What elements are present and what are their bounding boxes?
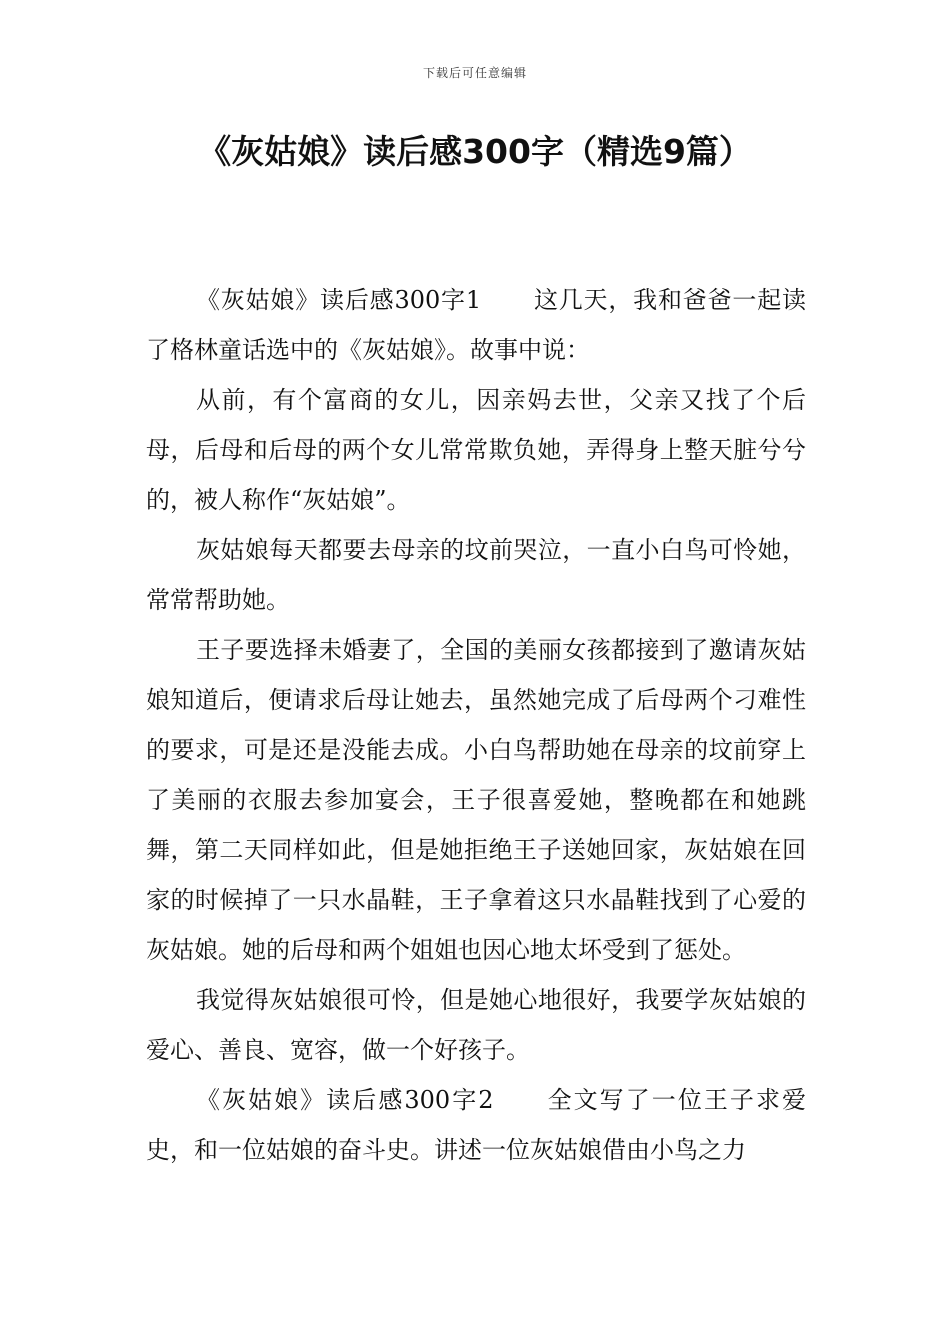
section-heading-2: 《灰姑娘》读后感300字2 [196,1086,494,1114]
paragraph-5: 我觉得灰姑娘很可怜，但是她心地很好，我要学灰姑娘的爱心、善良、宽容，做一个好孩子。 [146,986,806,1064]
document-body [146,275,806,1175]
header-note: 下载后可任意编辑 [422,66,527,80]
paragraph-6-text: 全文写了一位王子求爱史，和一位姑娘的奋斗史。讲述一位灰姑娘借由小鸟之力 [146,1086,807,1164]
paragraph-3: 灰姑娘每天都要去母亲的坟前哭泣，一直小白鸟可怜她，常常帮助她。 [146,536,806,614]
paragraph-4: 王子要选择未婚妻了，全国的美丽女孩都接到了邀请灰姑娘知道后，便请求后母让她去，虽然她完成了后母两个刁难性的要求，可是还是没能去成。小白鸟帮助她在母亲的坟前穿上了美丽的衣服去参加宴会，王子很喜爱她，整晚都在和她跳舞，第二天同样如此，但是她拒绝王子送她回家，灰姑娘在回家的时候掉了一只水晶鞋，王子拿着这只水晶鞋找到了心爱的灰姑娘。她的后母和两个姐姐也因心地太坏受到了惩处。 [146,636,806,964]
paragraph-2: 从前，有个富商的女儿，因亲妈去世，父亲又找了个后母，后母和后母的两个女儿常常欺负她，弄得身上整天脏兮兮的，被人称作“灰姑娘”。 [146,386,806,514]
paragraph-6 [146,1075,806,1175]
paragraph-1 [146,275,806,375]
paragraph-1-text: 这几天，我和爸爸一起读了格林童话选中的《灰姑娘》。故事中说： [146,286,807,364]
section-heading-1: 《灰姑娘》读后感300字1 [196,286,482,314]
document-title: 《灰姑娘》读后感300字（精选9篇） [198,132,752,171]
